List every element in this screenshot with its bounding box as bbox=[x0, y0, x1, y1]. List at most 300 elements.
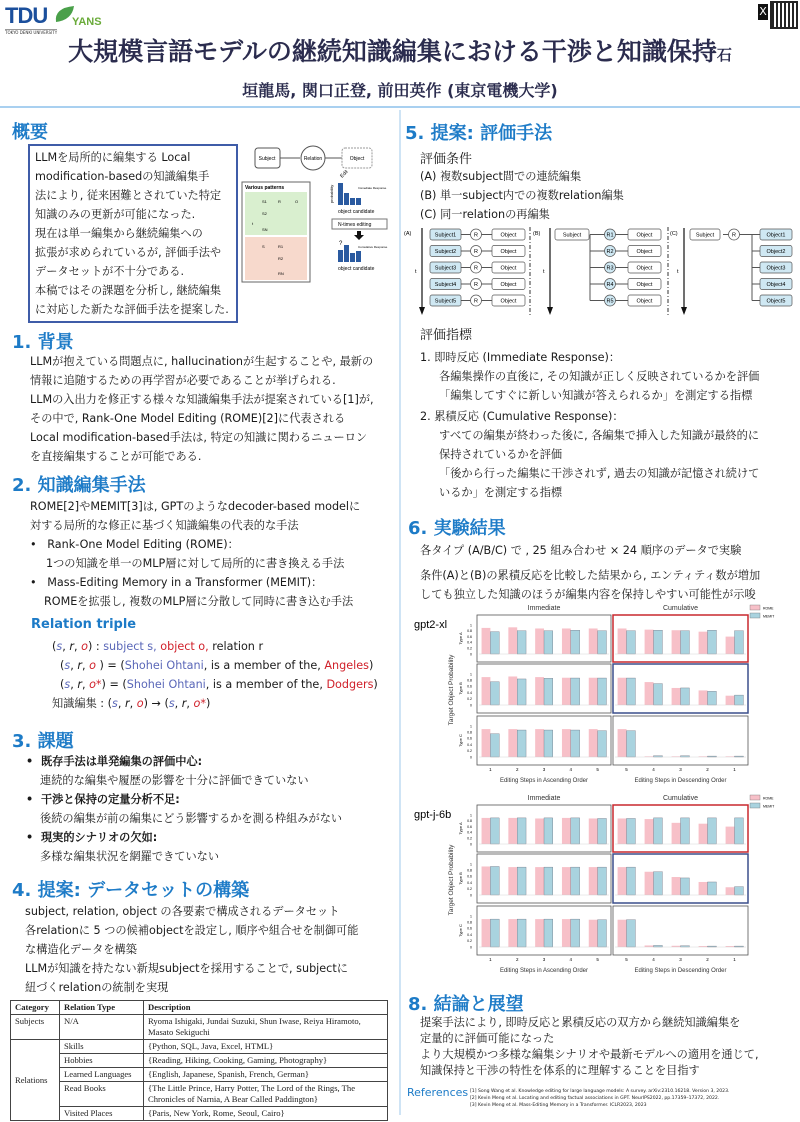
legend-memit: MEMIT bbox=[763, 804, 775, 809]
y-tick-label: 0.6 bbox=[467, 926, 472, 931]
cell-desc: {The Little Prince, Harry Potter, The Lord of the Rings, The Chronicles of Narnia, A Bear Called Paddington} bbox=[144, 1082, 388, 1107]
object: Object bbox=[636, 282, 653, 288]
y-tick-label: 0 bbox=[470, 945, 472, 950]
y-tick-label: 0.4 bbox=[467, 690, 472, 695]
fig-cumulative-response: Cumulative Response bbox=[358, 245, 388, 249]
issue-desc: 後続の編集が前の編集にどう影響するかを測る枠組みがない bbox=[40, 812, 343, 825]
bar-memit bbox=[490, 734, 499, 757]
overview-heading: 概要 bbox=[12, 122, 48, 143]
conditions-list bbox=[420, 167, 624, 224]
bar-rome bbox=[726, 696, 735, 705]
object: Object bbox=[500, 298, 517, 305]
title-text: 大規模言語モデルの継続知識編集における干渉と知識保持 bbox=[68, 37, 717, 66]
y-tick-label: 0.4 bbox=[467, 880, 472, 885]
method-bullet-desc: ROMEを拡張し, 複数のMLP層に分散して同時に書き込む手法 bbox=[44, 595, 354, 608]
bar-rome bbox=[618, 818, 627, 844]
bar-rome bbox=[482, 628, 491, 654]
legend-swatch-memit bbox=[750, 613, 760, 618]
bar-memit bbox=[627, 678, 636, 705]
cell-type: N/A bbox=[60, 1015, 144, 1040]
cell-desc: {Paris, New York, Rome, Seoul, Cairo} bbox=[144, 1107, 388, 1121]
bar-rome bbox=[482, 919, 491, 947]
label-b: (B) bbox=[533, 231, 541, 237]
bar-rome bbox=[672, 877, 681, 895]
bar-memit bbox=[544, 631, 553, 654]
dataset-line: な構造化データを構築 bbox=[25, 943, 137, 956]
bar-rome bbox=[508, 729, 517, 757]
bar-memit bbox=[598, 818, 607, 844]
subject-1: Subject1 bbox=[434, 232, 457, 239]
bar-memit bbox=[544, 730, 553, 757]
evaluation-heading: 5. 提案: 評価手法 bbox=[405, 123, 553, 144]
x-tick-label: 1 bbox=[489, 767, 492, 772]
legend-rome: ROME bbox=[763, 606, 774, 611]
object: Object bbox=[500, 265, 517, 272]
table-row bbox=[11, 1015, 388, 1040]
x-icon[interactable]: X bbox=[759, 5, 767, 18]
bar-rome bbox=[726, 827, 735, 844]
knowledge-edit-formula: 知識編集 : (s, r, o) → (s, r, o*) bbox=[52, 697, 211, 710]
cell-type: Read Books bbox=[60, 1082, 144, 1107]
y-axis-label: Target Object Probability bbox=[448, 844, 455, 916]
bar-rome bbox=[562, 729, 571, 757]
metric-line: いるか」を測定する指標 bbox=[439, 486, 563, 499]
conclusion-line: 定量的に評価可能になった bbox=[420, 1032, 555, 1045]
bar-rome bbox=[699, 632, 708, 654]
fig-sn: SN bbox=[262, 227, 268, 232]
bar-memit bbox=[627, 731, 636, 757]
cell-type: Learned Languages bbox=[60, 1068, 144, 1082]
background-line: を直接編集することが可能である. bbox=[30, 450, 202, 463]
bar-rome bbox=[562, 628, 571, 654]
object-2: Object2 bbox=[766, 249, 786, 255]
dataset-line: subject, relation, object の各要素で構成されるデータセット bbox=[25, 905, 340, 918]
y-tick-label: 0.6 bbox=[467, 736, 472, 741]
bar-rome bbox=[699, 882, 708, 895]
title-suffix: 石 bbox=[716, 46, 732, 64]
y-tick-label: 0.4 bbox=[467, 830, 472, 835]
conclusion-line: 提案手法により, 即時反応と累積反応の双方から継続知識編集を bbox=[420, 1016, 741, 1029]
bar-memit bbox=[654, 818, 663, 844]
fig-object-candidate: object candidate bbox=[338, 209, 375, 215]
bar-memit bbox=[681, 818, 690, 844]
bar-rome bbox=[618, 867, 627, 895]
bar-memit bbox=[708, 630, 717, 654]
object-4: Object4 bbox=[766, 282, 786, 288]
bar-memit bbox=[544, 919, 553, 947]
bar-memit bbox=[571, 867, 580, 895]
x-tick-label: 4 bbox=[569, 767, 573, 772]
bar-rome bbox=[618, 628, 627, 654]
method-bullet: • Rank-One Model Editing (ROME)： bbox=[30, 538, 239, 551]
bar-rome bbox=[535, 729, 544, 757]
y-tick-label: 0.2 bbox=[467, 646, 472, 651]
cell-type: Skills bbox=[60, 1040, 144, 1054]
fig-s2: S2 bbox=[262, 211, 267, 216]
object: Object bbox=[500, 249, 517, 255]
bar-memit bbox=[517, 818, 526, 844]
y-tick-label: 0.8 bbox=[467, 678, 472, 683]
arrow-head bbox=[681, 307, 687, 315]
tdu-logo bbox=[5, 3, 57, 35]
bar-memit bbox=[517, 679, 526, 705]
table-row bbox=[11, 1107, 388, 1121]
bar-rome bbox=[618, 729, 627, 757]
bar-memit bbox=[708, 691, 717, 705]
model-label: gpt-j-6b bbox=[414, 809, 452, 821]
legend-swatch-memit bbox=[750, 803, 760, 808]
dataset-line: 紐づくrelationの統制を実現 bbox=[25, 981, 169, 994]
bar-memit bbox=[735, 631, 744, 654]
fig-r1: R1 bbox=[278, 244, 284, 249]
issue-item: • 既存手法は単発編集の評価中心: bbox=[26, 755, 203, 768]
relation-4: R4 bbox=[606, 282, 614, 288]
bar-rome bbox=[535, 919, 544, 947]
row-label: Type B bbox=[458, 682, 463, 695]
object: Object bbox=[636, 298, 653, 305]
dataset-text bbox=[25, 902, 358, 997]
cell-type: Visited Places bbox=[60, 1107, 144, 1121]
y-tick-label: 1 bbox=[470, 724, 472, 729]
conclusion-line: より大規模かつ多様な編集シナリオや最新モデルへの適用を通じて, bbox=[420, 1048, 759, 1061]
bar-memit bbox=[627, 818, 636, 844]
overview-line: データセットが不十分である. bbox=[35, 265, 184, 278]
fig-question: ? bbox=[339, 241, 343, 247]
bar-memit bbox=[681, 688, 690, 705]
references-label: References bbox=[407, 1086, 469, 1099]
bar-memit bbox=[681, 878, 690, 895]
bar-memit bbox=[517, 631, 526, 654]
fig-edit: Edit bbox=[339, 169, 350, 180]
bar-memit bbox=[598, 631, 607, 654]
relation-2: R2 bbox=[606, 249, 614, 255]
cell-desc: {Python, SQL, Java, Excel, HTML} bbox=[144, 1040, 388, 1054]
overview-box bbox=[28, 144, 238, 323]
bar-rome bbox=[672, 823, 681, 844]
y-tick-label: 1 bbox=[470, 672, 472, 677]
bar-memit bbox=[735, 695, 744, 705]
x-tick-label: 3 bbox=[542, 957, 546, 962]
bar-rome bbox=[699, 690, 708, 705]
column-title: Immediate bbox=[527, 795, 561, 802]
object: Object bbox=[636, 249, 653, 255]
y-axis-label: Target Object Probability bbox=[448, 654, 455, 726]
x-tick-label: 4 bbox=[652, 767, 655, 772]
y-tick-label: 0.8 bbox=[467, 819, 472, 824]
y-tick-label: 1 bbox=[470, 862, 472, 867]
issue-item: • 現実的シナリオの欠如: bbox=[26, 831, 158, 844]
header bbox=[0, 0, 800, 108]
bar-rome bbox=[589, 818, 598, 844]
gpt2-xl-results-chart bbox=[400, 600, 800, 790]
fig-rn: RN bbox=[278, 271, 284, 276]
conclusion-heading: 8. 結論と展望 bbox=[408, 994, 524, 1015]
y-tick-label: 0.4 bbox=[467, 932, 472, 937]
y-tick-label: 0.8 bbox=[467, 868, 472, 873]
results-text bbox=[420, 541, 760, 604]
y-tick-label: 0.6 bbox=[467, 824, 472, 829]
background-line: LLMが抱えている問題点に, hallucinationが生起することや, 最新の bbox=[30, 355, 374, 368]
x-tick-label: 4 bbox=[569, 957, 573, 962]
x-tick-label: 1 bbox=[733, 957, 736, 962]
bar-memit bbox=[598, 920, 607, 947]
bar-rome bbox=[699, 824, 708, 844]
relation-r: R bbox=[474, 249, 478, 255]
conditions-heading: 評価条件 bbox=[420, 152, 473, 167]
relation-triple bbox=[52, 637, 378, 713]
relation-1: R1 bbox=[606, 232, 614, 239]
column-title: Cumulative bbox=[662, 605, 699, 612]
bar-rome bbox=[645, 630, 654, 654]
relation-5: R5 bbox=[606, 298, 614, 305]
bar-memit bbox=[490, 919, 499, 947]
yans-logo-text: YANS bbox=[72, 16, 102, 28]
bar-memit bbox=[735, 887, 744, 895]
overview-line: 現在は単一編集から継続編集への bbox=[35, 227, 203, 240]
condition-item: (A) 複数subject間での連続編集 bbox=[420, 170, 582, 183]
legend-rome: ROME bbox=[763, 796, 774, 801]
bar-rome bbox=[508, 627, 517, 654]
col-header: Description bbox=[144, 1001, 388, 1015]
bar-memit bbox=[544, 678, 553, 705]
legend-swatch-rome bbox=[750, 795, 760, 800]
metric-line: 「後から行った編集に干渉されず, 過去の知識が記憶され続けて bbox=[439, 467, 760, 480]
bar-memit bbox=[517, 867, 526, 895]
bar-rome bbox=[726, 887, 735, 895]
metric-line: すべての編集が終わった後に, 各編集で挿入した知識が最終的に bbox=[439, 429, 760, 442]
bar-rome bbox=[589, 628, 598, 654]
background-line: 情報に追随するための再学習が必要であることが挙げられる. bbox=[30, 374, 336, 387]
bar-memit bbox=[544, 818, 553, 844]
bar-rome bbox=[508, 919, 517, 947]
table-row bbox=[11, 1068, 388, 1082]
fig-various-patterns: Various patterns bbox=[245, 185, 285, 191]
y-tick-label: 0 bbox=[470, 755, 472, 760]
bar-rome bbox=[589, 920, 598, 947]
y-tick-label: 0.8 bbox=[467, 920, 472, 925]
fig-n-times: N-times editing bbox=[338, 222, 372, 228]
x-axis-label: Editing Steps in Descending Order bbox=[634, 778, 727, 784]
bar-rome bbox=[618, 678, 627, 705]
y-tick-label: 0.2 bbox=[467, 887, 472, 892]
fig-r: R bbox=[278, 199, 281, 204]
bar-memit bbox=[708, 882, 717, 895]
issue-item: • 干渉と保持の定量分析不足: bbox=[26, 793, 180, 806]
x-axis-label: Editing Steps in Ascending Order bbox=[499, 778, 589, 784]
bar-rome bbox=[589, 867, 598, 895]
overview-line: に対応した新たな評価手法を提案した. bbox=[35, 303, 229, 316]
subject: Subject bbox=[562, 232, 582, 239]
bar-memit bbox=[490, 818, 499, 844]
evaluation-conditions-diagram bbox=[400, 225, 800, 317]
tdu-logo-subtext: TOKYO DENKI UNIVERSITY bbox=[5, 30, 58, 35]
bar-rome bbox=[589, 729, 598, 757]
fig-relation: Relation bbox=[303, 156, 323, 162]
y-tick-label: 1 bbox=[470, 914, 472, 919]
background-line: LLMの入出力を修正する様々な知識編集手法が提案されている[1]が, bbox=[30, 393, 374, 406]
bar-memit bbox=[654, 684, 663, 705]
x-axis-label: Editing Steps in Descending Order bbox=[634, 968, 727, 974]
metric-line: 「編集してすぐに新しい知識が答えられるか」を測定する指標 bbox=[439, 389, 753, 402]
x-tick-label: 3 bbox=[679, 767, 682, 772]
x-tick-label: 1 bbox=[489, 957, 492, 962]
subject-2: Subject2 bbox=[434, 249, 457, 255]
dataset-table bbox=[10, 1000, 388, 1121]
table-row bbox=[11, 1040, 388, 1054]
background-line: Local modification-based手法は, 特定の知識に関わるニューロン bbox=[30, 431, 368, 444]
bar-memit bbox=[517, 919, 526, 947]
yans-logo bbox=[52, 4, 102, 28]
x-tick-label: 3 bbox=[679, 957, 682, 962]
time-label: t bbox=[415, 269, 417, 275]
bar-memit bbox=[571, 818, 580, 844]
y-tick-label: 0.2 bbox=[467, 749, 472, 754]
x-axis-label: Editing Steps in Ascending Order bbox=[499, 968, 589, 974]
results-line: 各タイプ (A/B/C) で , 25 組み合わせ × 24 順序のデータで実験 bbox=[420, 544, 742, 557]
object: Object bbox=[500, 232, 517, 239]
y-tick-label: 0.4 bbox=[467, 640, 472, 645]
table-row bbox=[11, 1082, 388, 1107]
bar-memit bbox=[627, 631, 636, 654]
arrow-head bbox=[419, 307, 425, 315]
bar-rome bbox=[508, 676, 517, 705]
fig-object: Object bbox=[349, 156, 365, 162]
metric-line: 保持されているかを評価 bbox=[439, 448, 563, 461]
bar-memit bbox=[627, 867, 636, 895]
column-title: Immediate bbox=[527, 605, 561, 612]
object-5: Object5 bbox=[766, 298, 786, 305]
bar-rome bbox=[482, 729, 491, 757]
x-tick-label: 2 bbox=[706, 767, 709, 772]
metrics-heading: 評価指標 bbox=[420, 328, 473, 343]
x-tick-label: 5 bbox=[596, 767, 599, 772]
issue-desc: 連続的な編集や履歴の影響を十分に評価できていない bbox=[40, 774, 309, 787]
methods-line: 対する局所的な修正に基づく知識編集の代表的な手法 bbox=[30, 519, 299, 532]
y-tick-label: 0.6 bbox=[467, 874, 472, 879]
y-tick-label: 0 bbox=[470, 842, 472, 847]
overview-line: 拡張が求められているが, 評価手法や bbox=[35, 246, 222, 259]
fig-t: t bbox=[252, 221, 254, 226]
relation-r: R bbox=[732, 232, 736, 239]
column-title: Cumulative bbox=[662, 795, 699, 802]
bar-memit bbox=[598, 678, 607, 705]
metric-title: 1. 即時反応 (Immediate Response)： bbox=[420, 351, 621, 364]
poster-title bbox=[0, 32, 800, 68]
bar-memit bbox=[571, 730, 580, 757]
fig-probability: probability bbox=[329, 184, 334, 203]
y-tick-label: 1 bbox=[470, 623, 472, 628]
fig-r2: R2 bbox=[278, 256, 284, 261]
overview-line: 本稿ではその課題を分析し, 継続編集 bbox=[35, 284, 222, 297]
subject-5: Subject5 bbox=[434, 298, 457, 305]
y-tick-label: 0.4 bbox=[467, 742, 472, 747]
row-label: Type C bbox=[458, 734, 463, 747]
bar-memit bbox=[654, 945, 663, 947]
bar-memit bbox=[571, 678, 580, 705]
y-tick-label: 0 bbox=[470, 893, 472, 898]
reference-item: [3] Kevin Meng et al. Mass-Editing Memory in a Transformer. ICLR2023, 2023 bbox=[470, 1103, 647, 1108]
gpt-j-6b-results-chart bbox=[400, 790, 800, 980]
bar-memit bbox=[571, 630, 580, 654]
overview-line: modification-basedの知識編集手 bbox=[35, 170, 210, 183]
object: Object bbox=[500, 282, 517, 288]
y-tick-label: 0.6 bbox=[467, 684, 472, 689]
relation-r: R bbox=[474, 232, 478, 239]
bar-rome bbox=[562, 818, 571, 844]
fig-s1: S1 bbox=[262, 199, 267, 204]
time-label: t bbox=[677, 269, 679, 275]
cell-desc: {English, Japanese, Spanish, French, German} bbox=[144, 1068, 388, 1082]
bar-rome bbox=[589, 678, 598, 705]
bar-memit bbox=[490, 632, 499, 654]
label-a: (A) bbox=[404, 231, 412, 237]
method-bullet-desc: 1つの知識を単一のMLP層に対して局所的に書き換える手法 bbox=[46, 557, 345, 570]
overview-figure bbox=[240, 145, 398, 285]
bar-rome bbox=[726, 637, 735, 654]
bar-rome bbox=[645, 819, 654, 844]
overview-line: LLMを局所的に編集する Local bbox=[35, 151, 191, 164]
bar-rome bbox=[535, 628, 544, 654]
references-list bbox=[470, 1088, 729, 1109]
bar-rome bbox=[482, 818, 491, 844]
x-tick-label: 5 bbox=[625, 767, 628, 772]
cell-type: Hobbies bbox=[60, 1054, 144, 1068]
bar-memit bbox=[598, 731, 607, 757]
fig-immediate-response: Immediate Response bbox=[358, 186, 387, 190]
relation-triple-heading: Relation triple bbox=[31, 617, 137, 632]
legend-memit: MEMIT bbox=[763, 614, 775, 619]
bullet-title: Mass-Editing Memory in a Transformer (MEMIT)： bbox=[47, 576, 323, 589]
bar-rome bbox=[562, 678, 571, 705]
methods-text bbox=[30, 497, 360, 611]
bar-rome bbox=[618, 920, 627, 947]
results-heading: 6. 実験結果 bbox=[408, 518, 506, 539]
row-label: Type C bbox=[458, 924, 463, 937]
reference-item: [1] Song Wang et al. Knowledge editing for large language models: A survey. arXiv:2310.16218. Version 3, 2023. bbox=[470, 1089, 730, 1094]
y-tick-label: 1 bbox=[470, 813, 472, 818]
y-tick-label: 0.2 bbox=[467, 697, 472, 702]
fig-s: S bbox=[262, 244, 265, 249]
bar-rome bbox=[645, 872, 654, 895]
table-row bbox=[11, 1054, 388, 1068]
dataset-heading: 4. 提案: データセットの構築 bbox=[12, 880, 250, 901]
row-label: Type A bbox=[458, 822, 463, 835]
cell-category: Relations bbox=[11, 1040, 60, 1121]
bar-memit bbox=[681, 631, 690, 654]
background-text bbox=[30, 352, 374, 466]
bar-rome bbox=[672, 630, 681, 654]
issues-list bbox=[26, 752, 342, 866]
reference-item: [2] Kevin Meng et al. Locating and editing factual associations in GPT. NeurIPS2022, pp.17359–17372, 2022. bbox=[470, 1096, 720, 1101]
dataset-line: LLMが知識を持たない新規subjectを採用することで, subjectに bbox=[25, 962, 348, 975]
results-line: 条件(A)と(B)の累積反応を比較した結果から, エンティティ数が増加 bbox=[420, 569, 761, 582]
x-tick-label: 3 bbox=[542, 767, 546, 772]
fig-object-candidate-2: object candidate bbox=[338, 266, 375, 272]
col-header: Relation Type bbox=[60, 1001, 144, 1015]
fig-subject: Subject bbox=[258, 156, 276, 162]
methods-line: ROME[2]やMEMIT[3]は, GPTのようなdecoder-based modelに bbox=[30, 500, 361, 513]
subject-4: Subject4 bbox=[434, 282, 457, 288]
triple-example-2: (s, r, o*) = (Shohei Ohtani, is a member of the, Dodgers) bbox=[60, 678, 378, 691]
y-tick-label: 0.2 bbox=[467, 939, 472, 944]
y-tick-label: 0.6 bbox=[467, 634, 472, 639]
overview-line: 知識のみの更新が可能になった. bbox=[35, 208, 196, 221]
triple-definition: (s, r, o) : subject s, object o, relation r bbox=[52, 640, 264, 653]
bar-memit bbox=[571, 919, 580, 947]
object-3: Object3 bbox=[766, 265, 786, 272]
bar-rome bbox=[645, 945, 654, 947]
bar-rome bbox=[535, 818, 544, 844]
